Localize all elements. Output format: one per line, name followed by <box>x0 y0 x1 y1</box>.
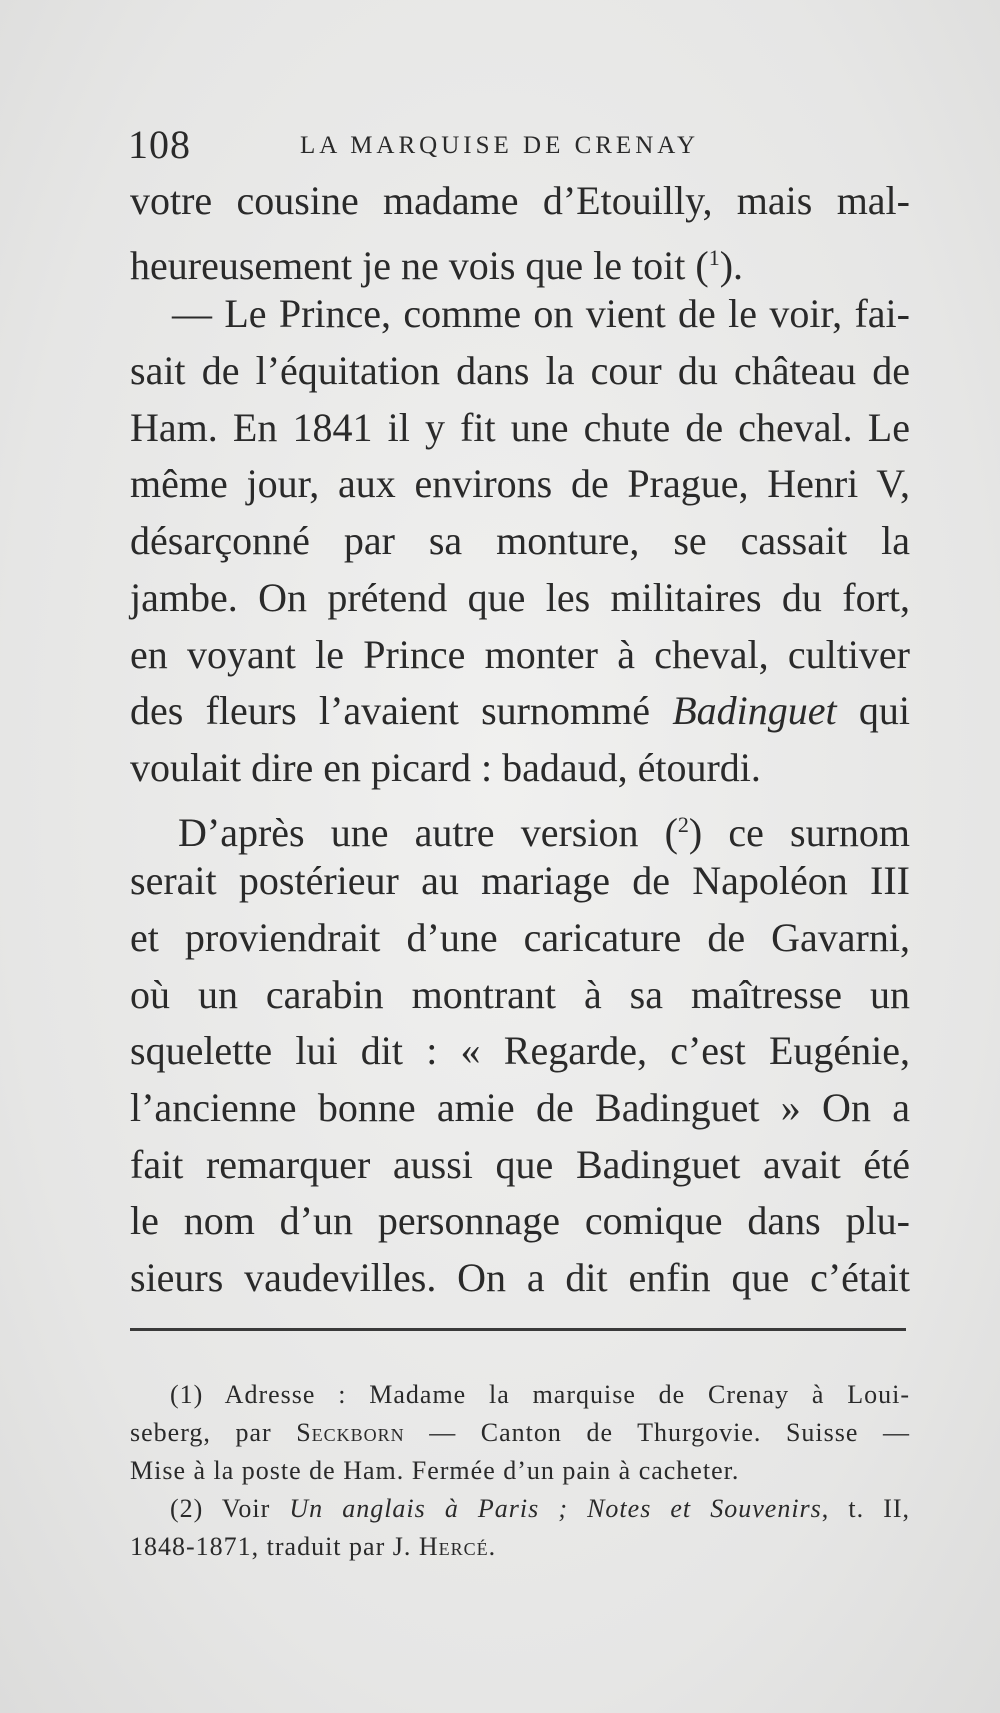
footnote-part: — Canton de Thurgovie. Suisse — <box>404 1418 910 1447</box>
page-header <box>128 120 898 170</box>
text-line-part: des fleurs l’avaient surnommé <box>130 688 673 734</box>
footnote-part: . <box>488 1532 497 1561</box>
text-line: — Le Prince, comme on vient de le voir, fai- <box>172 291 910 337</box>
page-number: 108 <box>128 122 191 167</box>
text-line: sait de l’équitation dans la cour du château de <box>130 348 910 394</box>
footnote-part: seberg, par <box>130 1418 297 1447</box>
text-line: où un carabin montrant à sa maîtresse un <box>130 971 910 1017</box>
running-title: LA MARQUISE DE CRENAY <box>300 132 700 159</box>
text-line: désarçonné par sa monture, se cassait la <box>130 518 910 564</box>
text-line-part: D’après une autre version ( <box>178 809 678 855</box>
footnote-italic-title: Un anglais à Paris ; Notes et Souvenirs <box>289 1494 822 1523</box>
text-line: même jour, aux environs de Prague, Henri V, <box>130 461 910 507</box>
text-line: en voyant le Prince monter à cheval, cultiver <box>130 631 910 677</box>
text-line: et proviendrait d’une caricature de Gavarni, <box>130 914 910 960</box>
text-line: votre cousine madame d’Etouilly, mais mal- <box>130 178 910 223</box>
text-line: sieurs vaudevilles. On a dit enfin que c’était <box>130 1255 910 1301</box>
text-line: fait remarquer aussi que Badinguet avait été <box>130 1141 910 1187</box>
footnote-line <box>130 1490 910 1528</box>
footnotes <box>130 1376 910 1566</box>
text-line-part: ). <box>719 242 744 288</box>
text-line-part: ) ce surnom <box>688 809 910 855</box>
text-line-part: heureusement je ne vois que le toit ( <box>130 242 709 288</box>
text-line <box>130 797 910 854</box>
footnote-smallcaps: Hercé <box>418 1532 489 1561</box>
text-line: Ham. En 1841 il y fit une chute de cheval. Le <box>130 404 910 450</box>
text-line <box>130 230 910 287</box>
footnote-line: Mise à la poste de Ham. Fermée d’un pain à cacheter. <box>130 1456 740 1485</box>
footnote-line: (1) Adresse : Madame la marquise de Crenay à Loui- <box>170 1380 910 1409</box>
italic-word: Badinguet <box>672 688 837 734</box>
footnote-line <box>130 1414 910 1452</box>
text-line: voulait dire en picard : badaud, étourdi. <box>130 744 761 790</box>
text-line: serait postérieur au mariage de Napoléon III <box>130 858 910 904</box>
text-line: squelette lui dit : « Regarde, c’est Eugénie, <box>130 1028 910 1074</box>
body-text <box>130 173 910 1307</box>
text-line: jambe. On prétend que les militaires du fort, <box>130 574 910 620</box>
text-line: le nom d’un personnage comique dans plu- <box>130 1198 910 1244</box>
footnote-smallcaps: Seckborn <box>296 1418 405 1447</box>
footnote-ref: 2 <box>677 811 689 837</box>
text-line: l’ancienne bonne amie de Badinguet » On a <box>130 1085 910 1130</box>
footnote-part: (2) Voir <box>170 1494 290 1523</box>
text-line-part: qui <box>836 688 910 734</box>
text-line <box>130 683 910 740</box>
footnote-part: , t. II, <box>821 1494 911 1523</box>
footnote-ref: 1 <box>708 244 720 270</box>
footnote-line <box>130 1528 910 1566</box>
footnote-part: 1848-1871, traduit par J. <box>130 1532 419 1561</box>
footnote-divider <box>130 1328 906 1331</box>
